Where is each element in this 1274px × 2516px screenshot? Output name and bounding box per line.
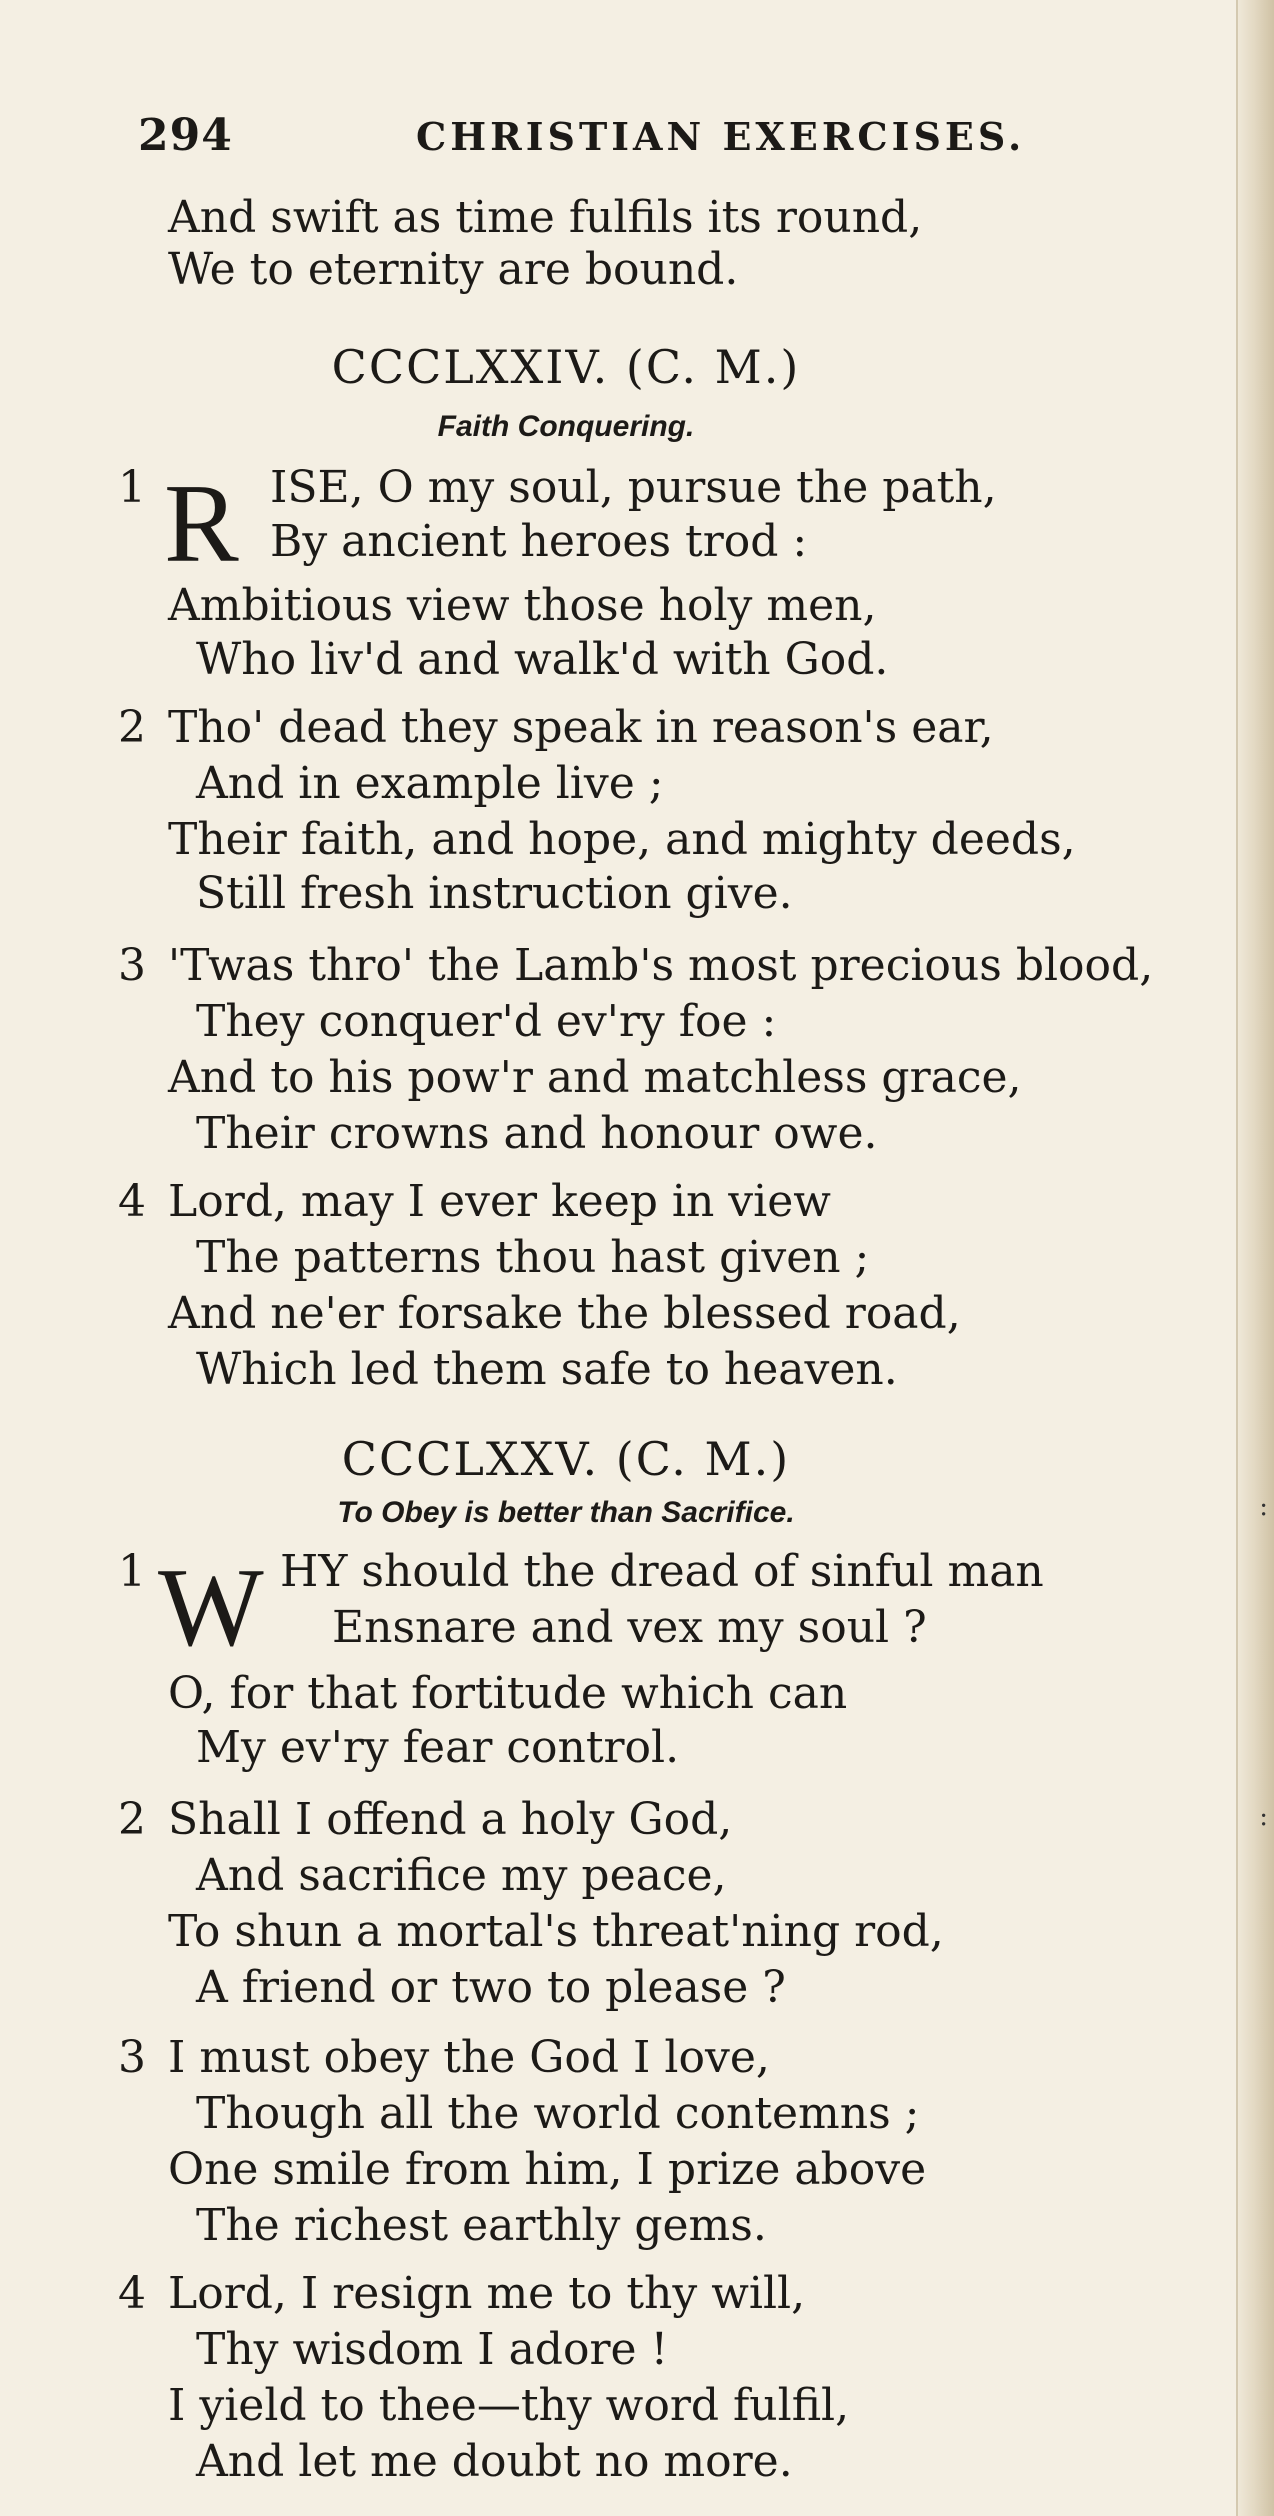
verse-line: Tho' dead they speak in reason's ear,	[168, 702, 994, 753]
verse-line: I must obey the God I love,	[168, 2032, 770, 2083]
verse-line: A friend or two to please ?	[196, 1962, 786, 2013]
drop-cap: R	[164, 462, 239, 586]
verse-line: Shall I offend a holy God,	[168, 1794, 733, 1845]
verse-line: Their faith, and hope, and mighty deeds,	[168, 814, 1076, 865]
verse-line: Lord, I resign me to thy will,	[168, 2268, 806, 2319]
verse-line: The patterns thou hast given ;	[196, 1232, 870, 1283]
verse-line: The richest earthly gems.	[196, 2200, 767, 2251]
verse-line: They conquer'd ev'ry foe :	[196, 996, 777, 1047]
verse-line: And ne'er forsake the blessed road,	[168, 1288, 961, 1339]
hymn-number: CCCLXXV. (C. M.)	[341, 1432, 791, 1486]
verse-number: 3	[118, 2032, 146, 2083]
verse-line: And sacrifice my peace,	[196, 1850, 727, 1901]
verse-line: Their crowns and honour owe.	[196, 1108, 878, 1159]
page-header	[138, 110, 1038, 170]
verse-line: 'Twas thro' the Lamb's most precious blood,	[168, 940, 1154, 991]
verse-line: Though all the world contemns ;	[196, 2088, 920, 2139]
carryover-line: We to eternity are bound.	[168, 244, 739, 295]
verse-line: Who liv'd and walk'd with God.	[196, 634, 889, 685]
verse-number: 1	[118, 462, 146, 513]
verse-line: By ancient heroes trod :	[270, 516, 808, 567]
verse-line: And let me doubt no more.	[196, 2436, 793, 2487]
verse-line: Lord, may I ever keep in view	[168, 1176, 831, 1227]
verse-line: And to his pow'r and matchless grace,	[168, 1052, 1022, 1103]
drop-cap: W	[158, 1546, 264, 1670]
verse-line: Ensnare and vex my soul ?	[332, 1602, 927, 1653]
page-edge: : :	[1236, 0, 1274, 2516]
verse-line: My ev'ry fear control.	[196, 1722, 680, 1773]
verse-number: 2	[118, 702, 146, 753]
verse-line: Still fresh instruction give.	[196, 868, 793, 919]
running-head: CHRISTIAN EXERCISES.	[416, 114, 1026, 159]
verse-line: Thy wisdom I adore !	[196, 2324, 669, 2375]
verse-line: HY should the dread of sinful man	[280, 1546, 1044, 1597]
verse-line: Which led them safe to heaven.	[196, 1344, 898, 1395]
verse-number: 4	[118, 2268, 146, 2319]
verse-line: ISE, O my soul, pursue the path,	[270, 462, 997, 513]
hymn-subtitle: Faith Conquering.	[437, 410, 695, 443]
verse-line: O, for that fortitude which can	[168, 1668, 848, 1719]
verse-line: One smile from him, I prize above	[168, 2144, 927, 2195]
verse-line: To shun a mortal's threat'ning rod,	[168, 1906, 944, 1957]
page-number: 294	[138, 110, 233, 161]
verse-line: And in example live ;	[196, 758, 664, 809]
verse-line: I yield to thee—thy word fulfil,	[168, 2380, 850, 2431]
verse-number: 3	[118, 940, 146, 991]
verse-number: 2	[118, 1794, 146, 1845]
carryover-line: And swift as time fulfils its round,	[168, 192, 923, 243]
hymn-number: CCCLXXIV. (C. M.)	[331, 340, 801, 394]
verse-line: Ambitious view those holy men,	[168, 580, 877, 631]
hymn-subtitle: To Obey is better than Sacrifice.	[337, 1496, 795, 1529]
verse-number: 1	[118, 1546, 146, 1597]
verse-number: 4	[118, 1176, 146, 1227]
